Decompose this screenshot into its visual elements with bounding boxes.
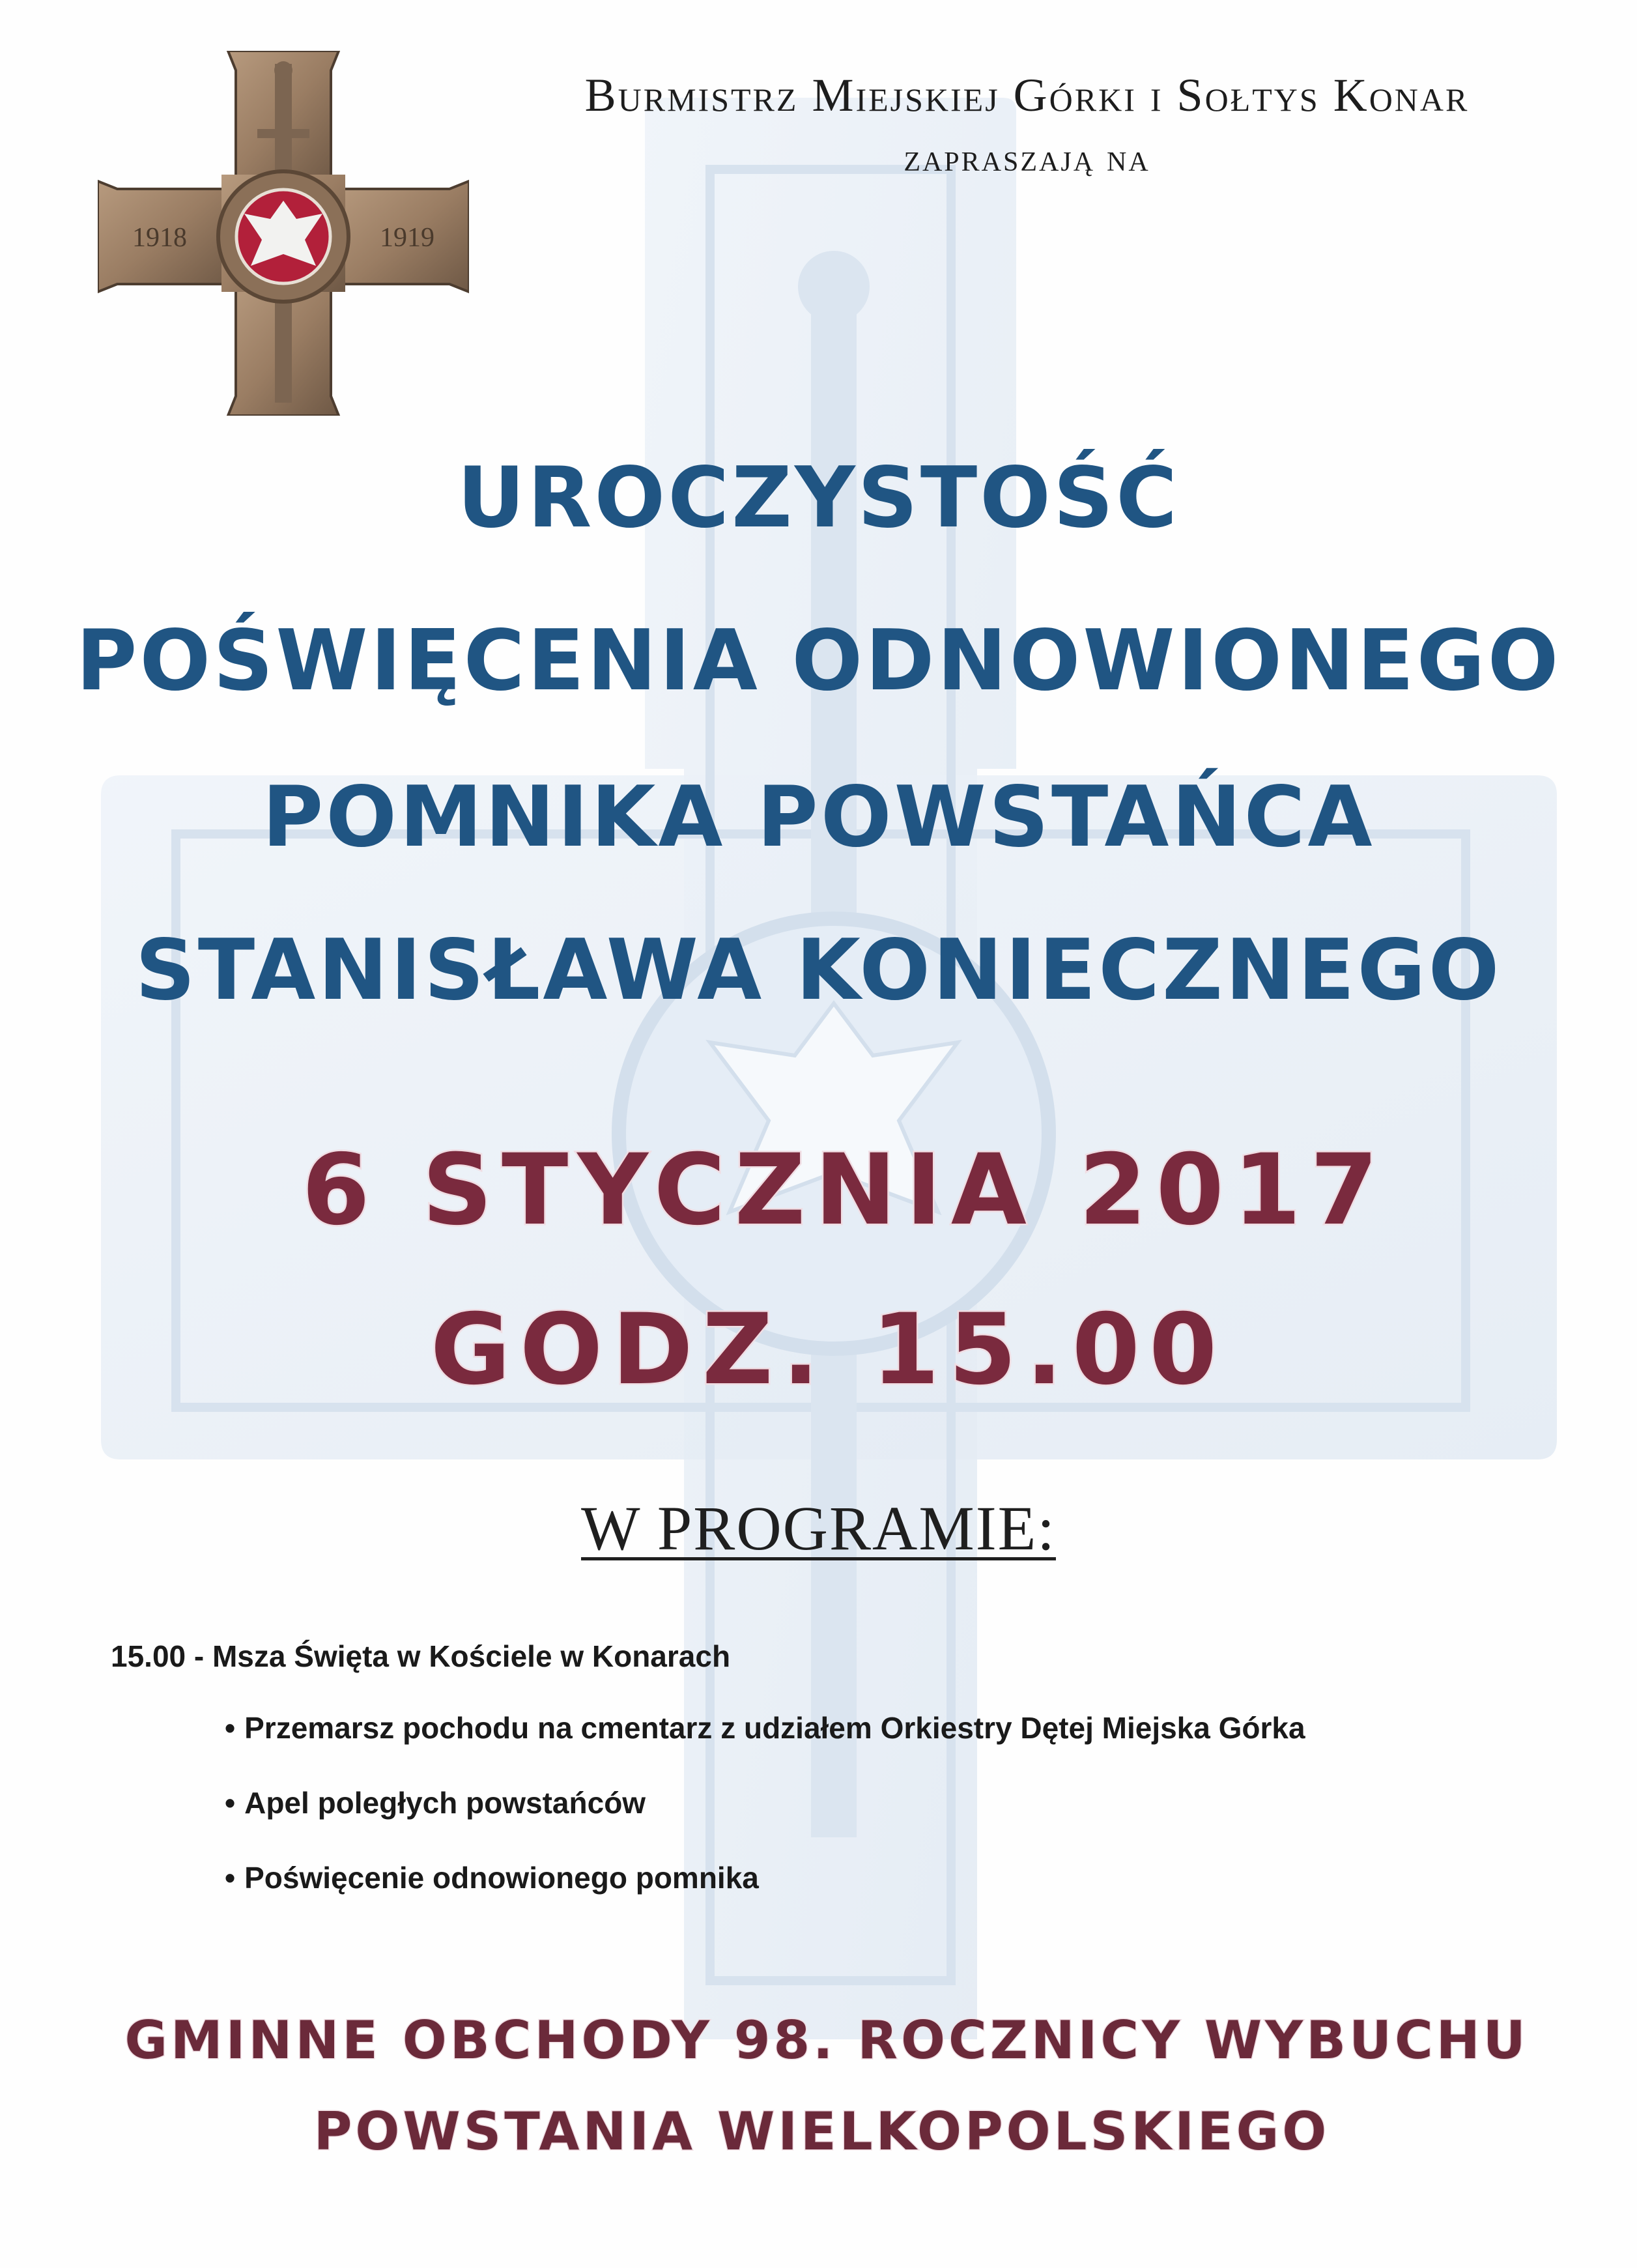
program-item xyxy=(111,1639,730,1674)
program-item-text: Przemarsz pochodu na cmentarz z udziałem Orkiestry Dętej Miejska Górka xyxy=(244,1711,1305,1745)
program-item xyxy=(225,1860,759,1895)
title-line-2: POŚWIĘCENIA ODNOWIONEGO xyxy=(76,612,1561,710)
invitation-line: zapraszają na xyxy=(904,136,1150,179)
footer-line-2: POWSTANIA WIELKOPOLSKIEGO xyxy=(313,2101,1330,2162)
program-item-text: Poświęcenie odnowionego pomnika xyxy=(244,1861,759,1895)
title-line-4: STANISŁAWA KONIECZNEGO xyxy=(135,922,1502,1019)
footer-line-1: GMINNE OBCHODY 98. ROCZNICY WYBUCHU xyxy=(124,2010,1529,2071)
title-line-3: POMNIKA POWSTAŃCA xyxy=(262,769,1375,866)
title-line-1: UROCZYSTOŚĆ xyxy=(457,450,1180,547)
event-time: GODZ. 15.00 xyxy=(430,1293,1227,1407)
program-item xyxy=(225,1785,646,1820)
program-item-text: Apel poległych powstańców xyxy=(244,1786,646,1820)
medal-year-left: 1918 xyxy=(132,223,187,253)
bullet-icon: • xyxy=(225,1711,236,1745)
organizers-line: Burmistrz Miejskiej Górki i Sołtys Konar xyxy=(584,69,1470,121)
event-date: 6 STYCZNIA 2017 xyxy=(302,1134,1388,1247)
program-heading: W PROGRAMIE: xyxy=(581,1493,1056,1563)
bullet-icon: • xyxy=(225,1786,236,1820)
medal-year-right: 1919 xyxy=(380,223,434,253)
cross-medal-image xyxy=(98,51,469,416)
program-item-text: 15.00 - Msza Święta w Kościele w Konarach xyxy=(111,1639,731,1673)
program-item xyxy=(225,1710,1305,1745)
bullet-icon: • xyxy=(225,1861,236,1895)
